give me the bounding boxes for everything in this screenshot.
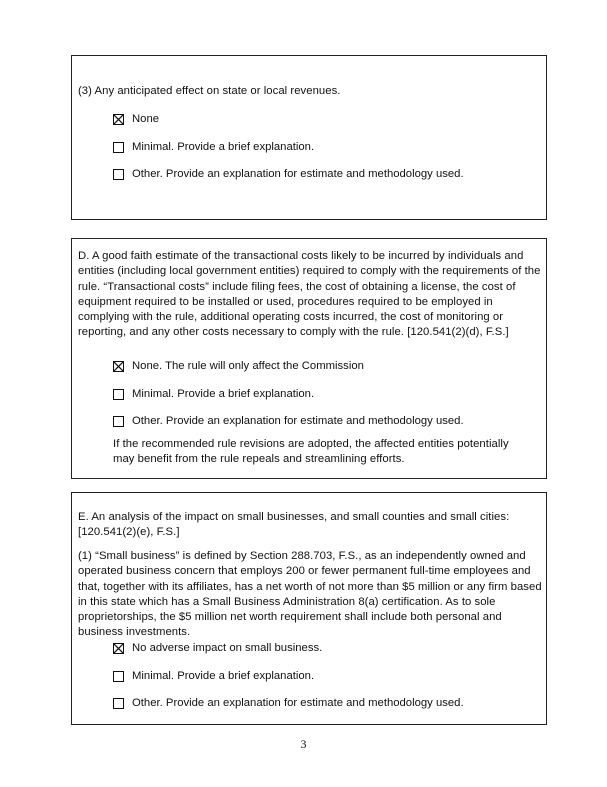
option-e-minimal[interactable] xyxy=(113,669,314,683)
section-e-definition: (1) “Small business” is defined by Section 288.703, F.S., as an independently owned and operated business concern that employs 200 or fewer permanent full-time employees and that, together with its affiliates, has a net worth of not more than $5 million or any firm based in this state which has a Small Business Administration 8(a) certification. As to sole proprietorships, the $5 million net worth requirement shall include both personal and business investments. xyxy=(78,550,542,639)
checkbox-icon[interactable] xyxy=(113,671,124,682)
option-c-none[interactable] xyxy=(113,112,159,126)
checked-checkbox-icon[interactable] xyxy=(113,643,124,654)
checked-checkbox-icon[interactable] xyxy=(113,114,124,125)
option-label: Minimal. Provide a brief explanation. xyxy=(132,141,315,153)
checkbox-icon[interactable] xyxy=(113,389,124,400)
section-d-heading: D. A good faith estimate of the transactional costs likely to be incurred by individuals and entities (including local government entities) required to comply with the requirements of the rule. “Transactional costs” include filing fees, the cost of obtaining a license, the cost of equipment required to be installed or used, procedures required to be employed in complying with the rule, additional operating costs incurred, the cost of monitoring or reporting, and any other costs necessary to comply with the rule. [120.541(2)(d), F.S.] xyxy=(78,250,541,339)
section-e-box xyxy=(71,492,547,725)
option-label: Other. Provide an explanation for estimate and methodology used. xyxy=(132,697,464,709)
option-d-minimal[interactable] xyxy=(113,387,314,401)
option-c-other[interactable] xyxy=(113,167,464,181)
option-label: Other. Provide an explanation for estimate and methodology used. xyxy=(132,415,464,427)
checked-checkbox-icon[interactable] xyxy=(113,361,124,372)
option-d-none[interactable] xyxy=(113,359,364,373)
page-number: 3 xyxy=(300,737,307,751)
section-d-box xyxy=(71,238,547,479)
option-e-other[interactable] xyxy=(113,696,464,710)
checkbox-icon[interactable] xyxy=(113,698,124,709)
section-d-explanation: If the recommended rule revisions are adopted, the affected entities potentially may benefit from the rule repeals and streamlining efforts. xyxy=(113,438,509,466)
section-e-heading: E. An analysis of the impact on small businesses, and small counties and small cities: [120.541(2)(e), F.S.] xyxy=(78,511,510,539)
option-e-no-adverse[interactable] xyxy=(113,641,322,655)
option-label: No adverse impact on small business. xyxy=(132,642,323,654)
section-c-heading: (3) Any anticipated effect on state or local revenues. xyxy=(78,85,341,97)
option-c-minimal[interactable] xyxy=(113,140,314,154)
option-label: Minimal. Provide a brief explanation. xyxy=(132,388,315,400)
checkbox-icon[interactable] xyxy=(113,169,124,180)
option-label: None. The rule will only affect the Commission xyxy=(132,360,364,372)
option-d-other[interactable] xyxy=(113,414,464,428)
option-label: Other. Provide an explanation for estimate and methodology used. xyxy=(132,168,464,180)
option-label: Minimal. Provide a brief explanation. xyxy=(132,670,315,682)
checkbox-icon[interactable] xyxy=(113,142,124,153)
section-c-box xyxy=(71,55,547,220)
checkbox-icon[interactable] xyxy=(113,416,124,427)
option-label: None xyxy=(132,113,160,125)
